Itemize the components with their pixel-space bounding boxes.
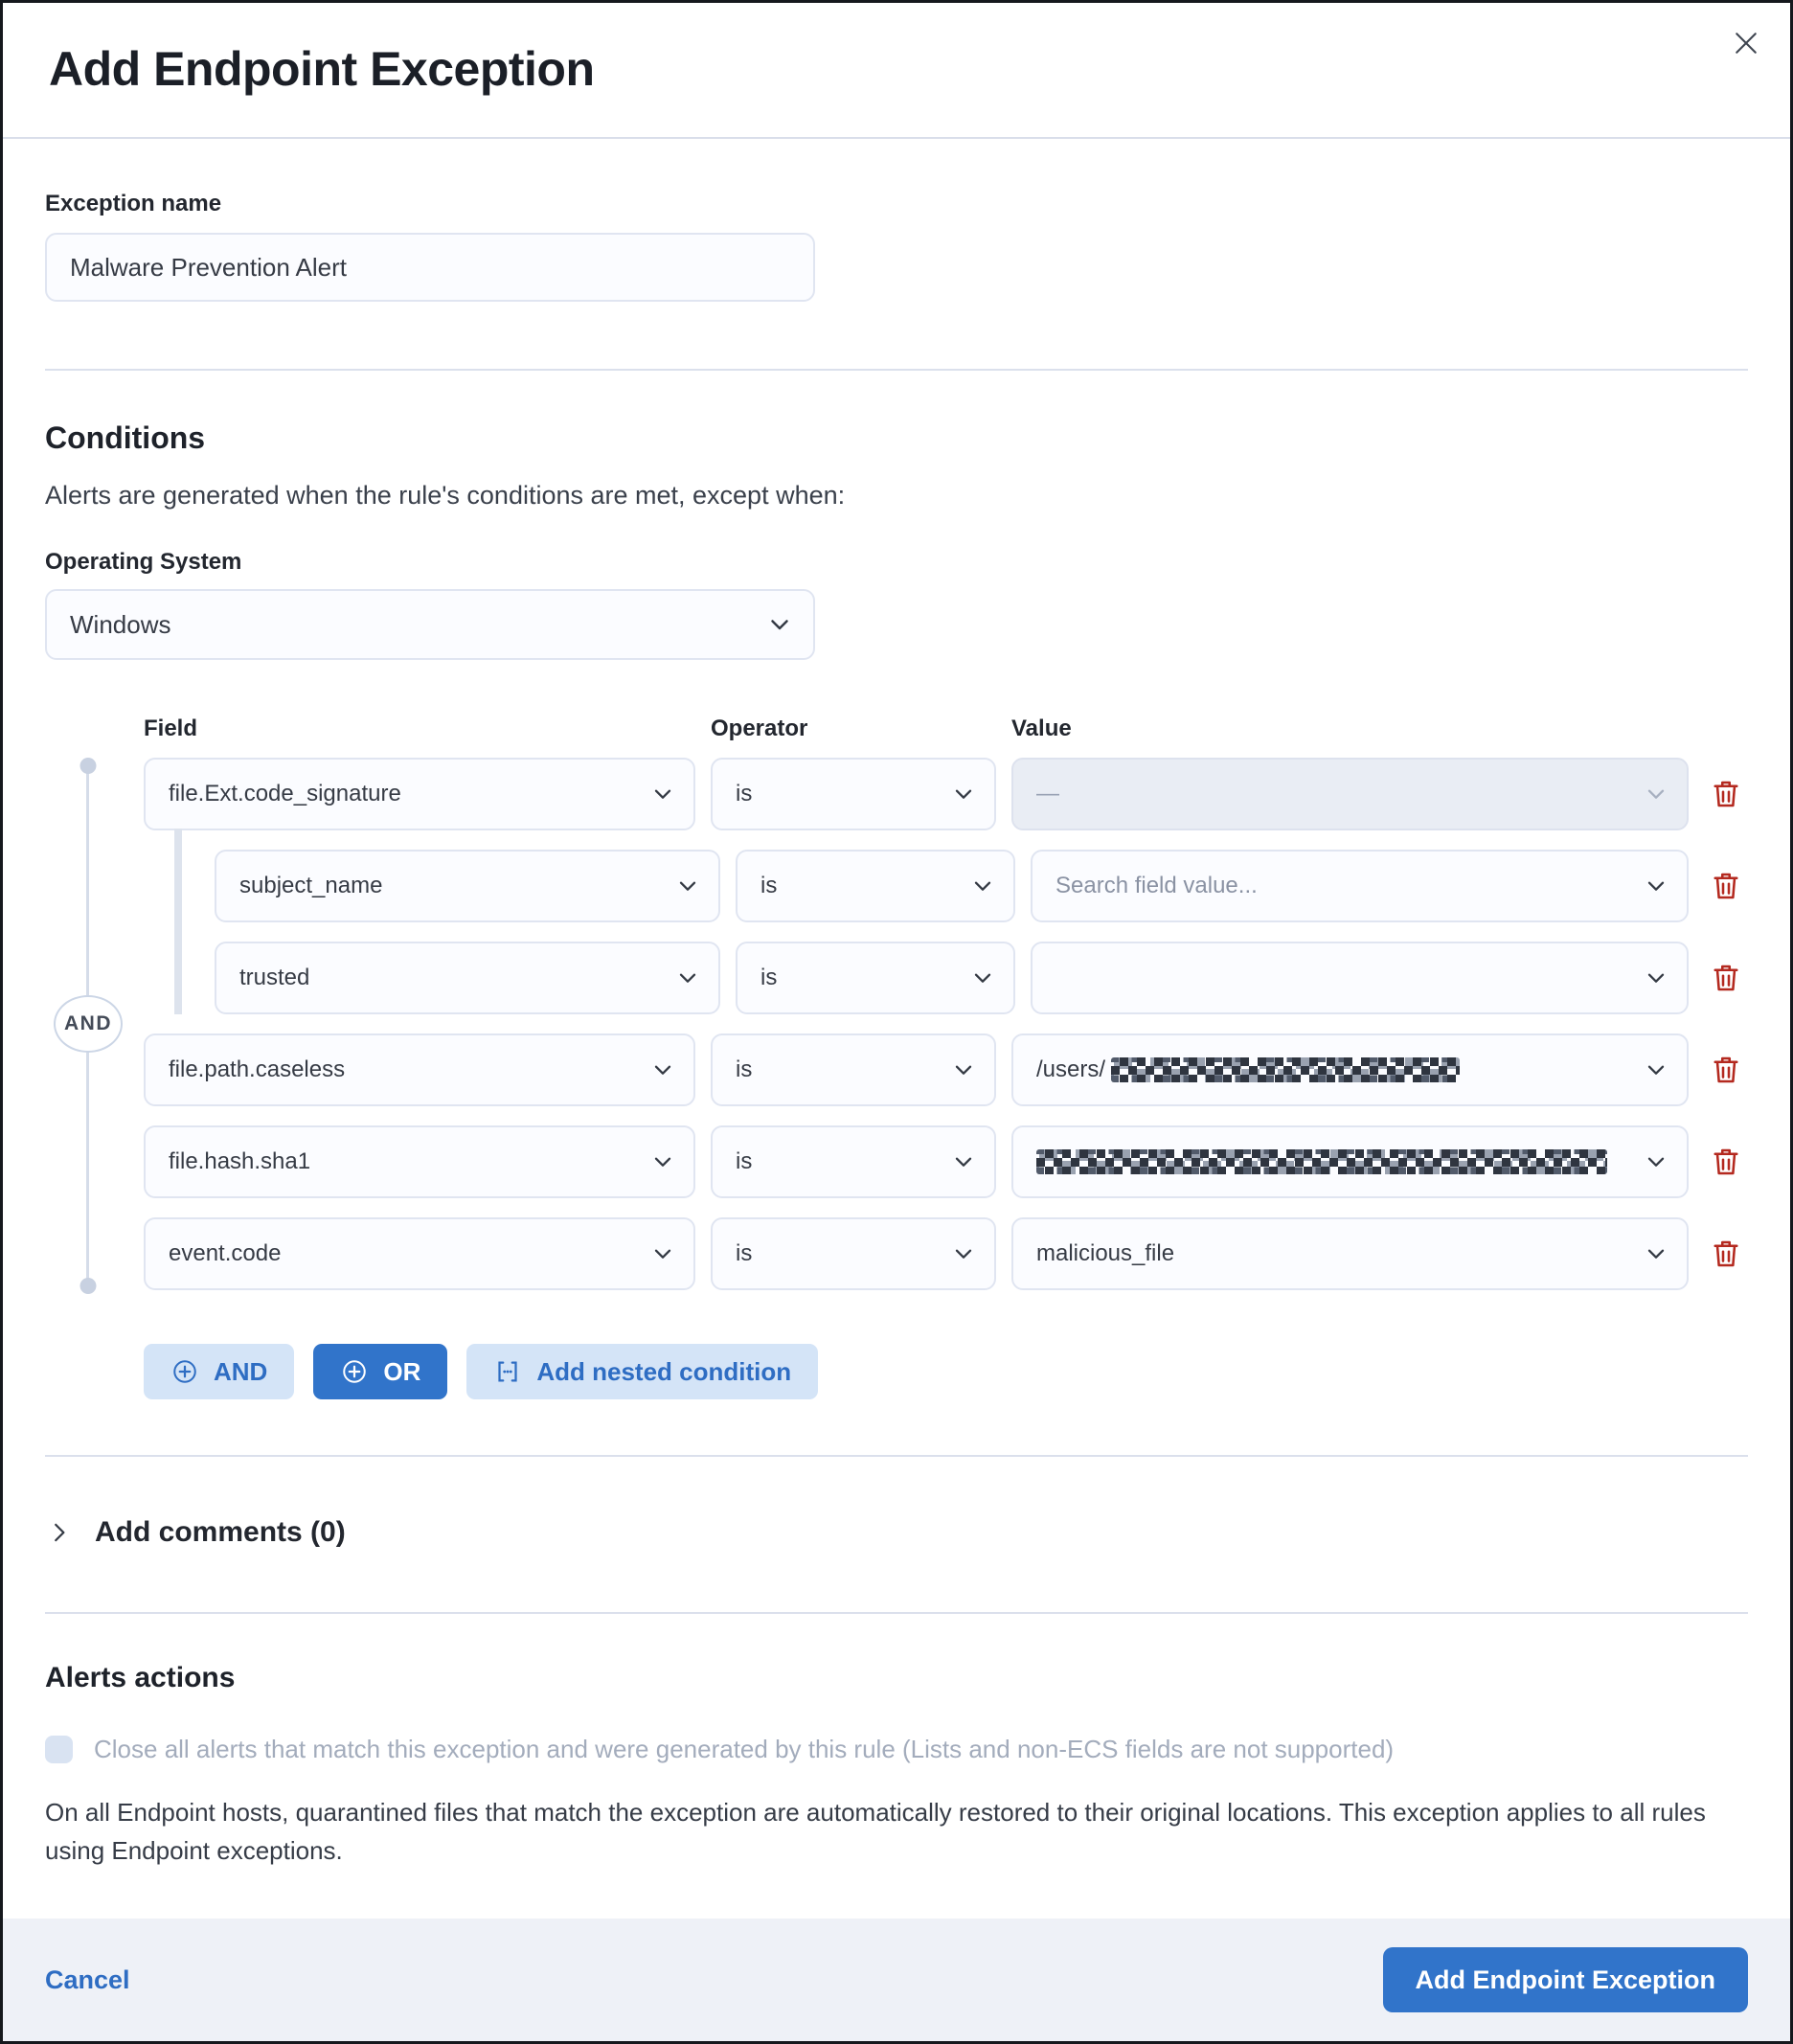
chevron-down-icon [950,1240,977,1267]
page-title: Add Endpoint Exception [49,42,595,96]
field-column-label: Field [144,715,198,741]
trash-icon [1709,961,1743,995]
operator-select[interactable] [711,1125,996,1198]
conditions-description: Alerts are generated when the rule's conditions are met, except when: [45,481,846,510]
chevron-down-icon [1643,965,1669,991]
chevron-down-icon [649,781,676,807]
os-label: Operating System [45,549,242,575]
alerts-actions-heading: Alerts actions [45,1662,236,1693]
operator-select-value: is [736,1240,753,1266]
field-select-value: file.hash.sha1 [169,1148,311,1174]
chevron-down-icon [674,873,701,899]
add-nested-condition-button[interactable] [466,1344,818,1399]
chevron-down-icon [969,873,996,899]
chevron-down-icon [674,965,701,991]
delete-condition-button[interactable] [1709,1145,1743,1179]
operator-select[interactable] [711,758,996,830]
value-select-value: — [1036,781,1059,806]
condition-row-nested [215,942,1748,1014]
condition-rows [45,758,1748,1290]
delete-condition-button[interactable] [1709,869,1743,903]
field-select[interactable] [144,758,695,830]
section-divider [45,1455,1748,1457]
value-combobox[interactable] [1031,942,1689,1014]
chevron-down-icon [1643,873,1669,899]
condition-row-nested [215,850,1748,922]
value-combobox[interactable] [1011,1033,1689,1106]
os-select-value: Windows [70,609,171,639]
chevron-down-icon [950,781,977,807]
value-text-prefix: /users/ [1036,1056,1106,1082]
chevron-down-icon [950,1056,977,1083]
field-select[interactable] [144,1217,695,1290]
close-alerts-checkbox-disabled [45,1736,73,1763]
operator-select[interactable] [711,1217,996,1290]
cancel-button[interactable]: Cancel [45,1965,130,1994]
close-alerts-checkbox-label: Close all alerts that match this exception and were generated by this rule (Lists and non-ECS fields are not supported) [94,1735,1395,1763]
builder-column-labels [45,715,1748,742]
plus-in-circle-icon [340,1357,369,1386]
field-select[interactable] [215,942,720,1014]
condition-row [144,1217,1748,1290]
operator-select-value: is [760,965,778,990]
chevron-down-icon [765,610,794,639]
operator-select[interactable] [736,850,1015,922]
chevron-down-icon [1643,1240,1669,1267]
trash-icon [1709,1237,1743,1271]
close-alerts-checkbox-row [45,1735,1748,1764]
field-select-value: subject_name [239,873,383,898]
condition-row [144,758,1748,830]
chevron-down-icon [649,1148,676,1175]
operator-select-value: is [736,1056,753,1082]
redacted-value [1111,1057,1460,1082]
operator-select[interactable] [711,1033,996,1106]
trash-icon [1709,1053,1743,1087]
section-divider [45,369,1748,371]
redacted-value [1036,1149,1607,1174]
chevron-down-icon [1643,781,1669,807]
condition-row [144,1033,1748,1106]
add-and-label: AND [214,1356,268,1386]
trash-icon [1709,869,1743,903]
value-placeholder: Search field value... [1055,873,1258,898]
trash-icon [1709,777,1743,811]
delete-condition-button[interactable] [1709,1237,1743,1271]
add-comments-toggle[interactable] [45,1516,346,1549]
value-combobox[interactable] [1011,1217,1689,1290]
chevron-down-icon [1643,1148,1669,1175]
modal-footer [3,1919,1790,2041]
add-nested-condition-label: Add nested condition [536,1356,792,1386]
delete-condition-button[interactable] [1709,777,1743,811]
exception-name-value: Malware Prevention Alert [70,252,348,282]
modal-body [3,139,1790,1919]
exception-name-section [45,191,1748,302]
field-select-value: file.Ext.code_signature [169,781,401,806]
field-select-value: file.path.caseless [169,1056,346,1082]
and-connector-badge: AND [54,995,123,1053]
operator-column-label: Operator [711,715,808,741]
chevron-down-icon [649,1056,676,1083]
value-combobox[interactable] [1011,1125,1689,1198]
add-endpoint-exception-button[interactable]: Add Endpoint Exception [1383,1947,1748,2012]
operator-select-value: is [736,781,753,806]
value-combobox[interactable] [1031,850,1689,922]
builder-actions [144,1344,1748,1399]
add-comments-label: Add comments (0) [95,1516,346,1548]
operator-select[interactable] [736,942,1015,1014]
trash-icon [1709,1145,1743,1179]
operator-select-value: is [736,1148,753,1174]
chevron-down-icon [950,1148,977,1175]
delete-condition-button[interactable] [1709,1053,1743,1087]
delete-condition-button[interactable] [1709,961,1743,995]
chevron-right-icon [45,1518,74,1547]
section-divider [45,1612,1748,1614]
exception-name-input[interactable] [45,233,815,302]
field-select-value: trusted [239,965,310,990]
chevron-down-icon [1643,1056,1669,1083]
nested-brackets-icon [493,1357,522,1386]
endpoint-restore-note: On all Endpoint hosts, quarantined files that match the exception are automatically restored to their original locations. This exception applies to all rules using Endpoint exceptions. [45,1798,1706,1865]
condition-row [144,1125,1748,1198]
add-or-label: OR [383,1356,421,1386]
chevron-down-icon [649,1240,676,1267]
add-or-button[interactable] [313,1344,447,1399]
field-select[interactable] [144,1033,695,1106]
chevron-down-icon [969,965,996,991]
field-select[interactable] [144,1125,695,1198]
value-column-label: Value [1011,715,1072,741]
conditions-heading: Conditions [45,420,206,455]
add-and-button[interactable] [144,1344,294,1399]
close-icon [1729,26,1763,60]
field-select-value: event.code [169,1240,282,1266]
modal-header [3,3,1790,139]
value-select-disabled [1011,758,1689,830]
exception-name-label: Exception name [45,191,222,216]
operator-select-value: is [760,873,778,898]
plus-in-circle-icon [170,1357,199,1386]
field-select[interactable] [215,850,720,922]
value-select-value: malicious_file [1036,1240,1175,1266]
close-button[interactable] [1727,24,1765,62]
os-select[interactable] [45,589,815,660]
